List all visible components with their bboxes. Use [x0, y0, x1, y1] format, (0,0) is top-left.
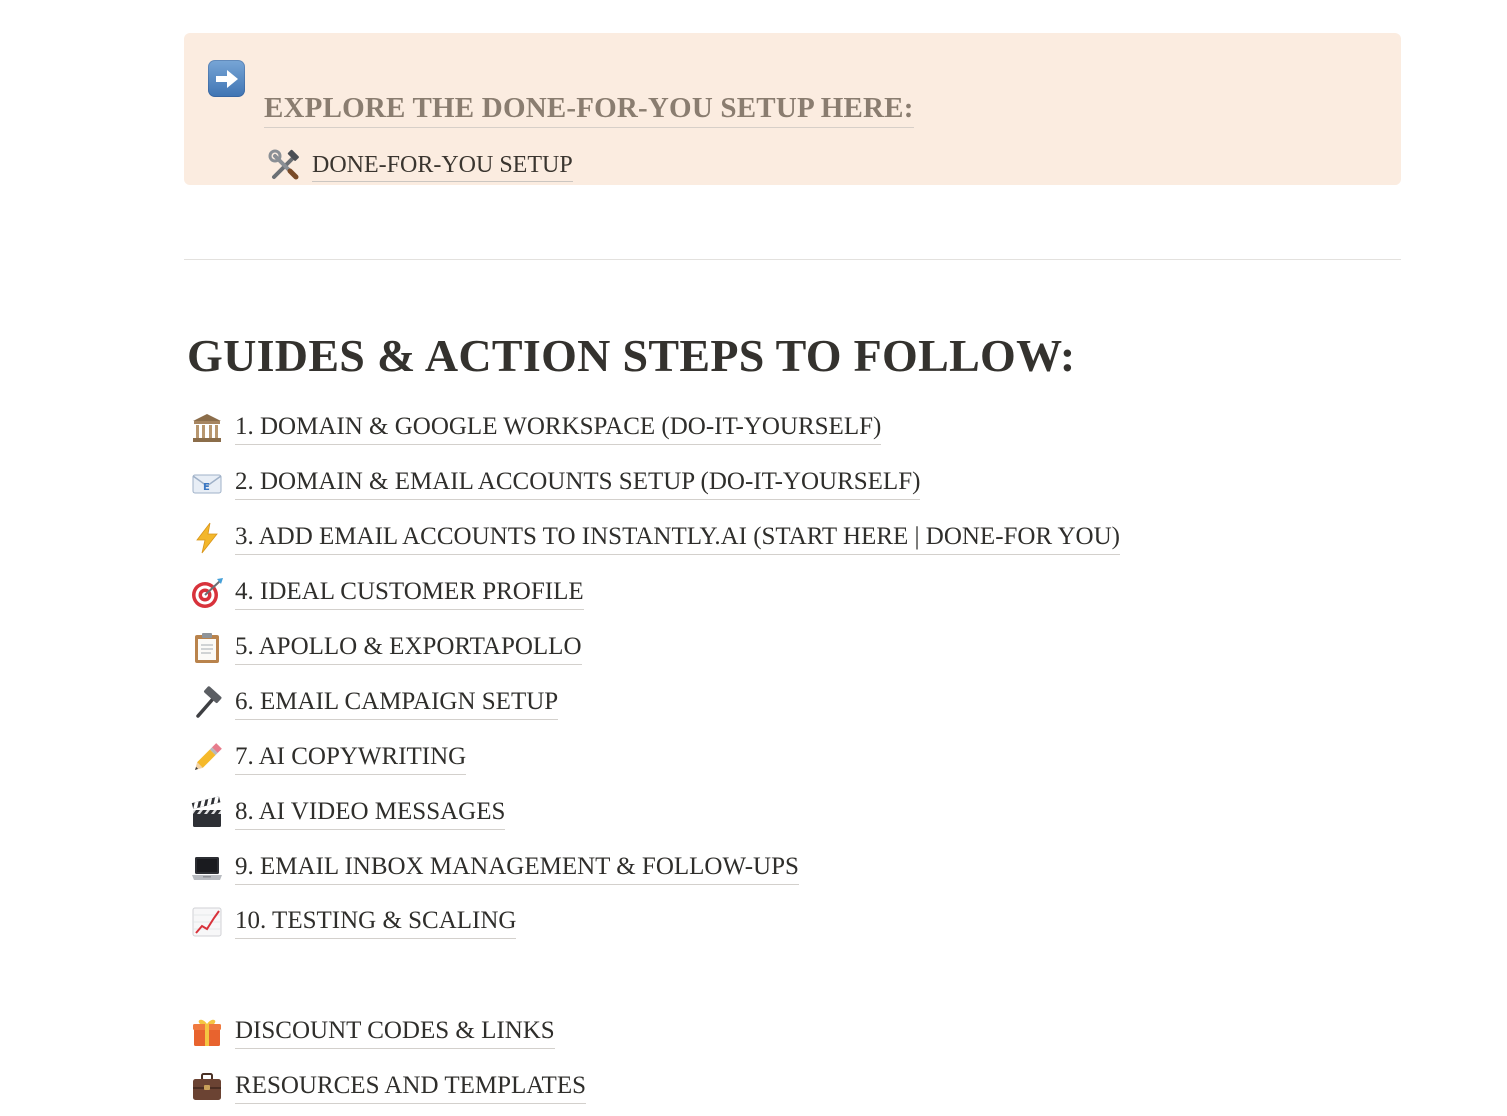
- hammer-and-wrench-icon: [268, 149, 302, 183]
- list-item-label[interactable]: 2. DOMAIN & EMAIL ACCOUNTS SETUP (DO-IT-YOURSELF): [235, 467, 920, 500]
- clapper-board-icon: [188, 794, 226, 832]
- list-item-label[interactable]: 1. DOMAIN & GOOGLE WORKSPACE (DO-IT-YOURSELF): [235, 412, 881, 445]
- svg-text:E: E: [203, 482, 210, 493]
- pencil-icon: [188, 739, 226, 777]
- list-item[interactable]: [188, 573, 584, 613]
- target-icon: [188, 574, 226, 612]
- list-item-label[interactable]: 5. APOLLO & EXPORTAPOLLO: [235, 632, 582, 665]
- list-item[interactable]: [188, 628, 582, 668]
- arrow-right-icon: [208, 60, 245, 97]
- list-item[interactable]: [188, 518, 1120, 558]
- list-item[interactable]: [188, 408, 881, 448]
- done-for-you-setup-label[interactable]: DONE-FOR-YOU SETUP: [312, 150, 573, 182]
- list-item[interactable]: [188, 793, 505, 833]
- chart-increasing-icon: [188, 903, 226, 941]
- list-item[interactable]: [188, 738, 466, 778]
- list-item-label[interactable]: 3. ADD EMAIL ACCOUNTS TO INSTANTLY.AI (START HERE | DONE-FOR YOU): [235, 522, 1120, 555]
- list-item[interactable]: [188, 1067, 586, 1107]
- section-heading: GUIDES & ACTION STEPS TO FOLLOW:: [187, 330, 1076, 381]
- briefcase-icon: [188, 1068, 226, 1106]
- gift-icon: [188, 1013, 226, 1051]
- list-item-label[interactable]: 10. TESTING & SCALING: [235, 906, 516, 939]
- list-item[interactable]: [188, 463, 920, 503]
- list-item[interactable]: [188, 1012, 555, 1052]
- list-item-label[interactable]: RESOURCES AND TEMPLATES: [235, 1071, 586, 1104]
- list-item[interactable]: [188, 848, 799, 888]
- section-divider: [184, 259, 1401, 260]
- hammer-icon: [188, 684, 226, 722]
- lightning-icon: [188, 519, 226, 557]
- list-item[interactable]: [188, 683, 558, 723]
- done-for-you-setup-link[interactable]: [268, 149, 573, 183]
- incoming-envelope-icon: [188, 464, 226, 502]
- clipboard-icon: [188, 629, 226, 667]
- callout-heading[interactable]: EXPLORE THE DONE-FOR-YOU SETUP HERE:: [264, 91, 914, 128]
- list-item-label[interactable]: DISCOUNT CODES & LINKS: [235, 1016, 555, 1049]
- laptop-icon: [188, 849, 226, 887]
- list-item[interactable]: [188, 902, 516, 942]
- list-item-label[interactable]: 6. EMAIL CAMPAIGN SETUP: [235, 687, 558, 720]
- list-item-label[interactable]: 7. AI COPYWRITING: [235, 742, 466, 775]
- list-item-label[interactable]: 4. IDEAL CUSTOMER PROFILE: [235, 577, 584, 610]
- done-for-you-callout: [184, 33, 1401, 185]
- classical-building-icon: [188, 409, 226, 447]
- list-item-label[interactable]: 9. EMAIL INBOX MANAGEMENT & FOLLOW-UPS: [235, 852, 799, 885]
- list-item-label[interactable]: 8. AI VIDEO MESSAGES: [235, 797, 505, 830]
